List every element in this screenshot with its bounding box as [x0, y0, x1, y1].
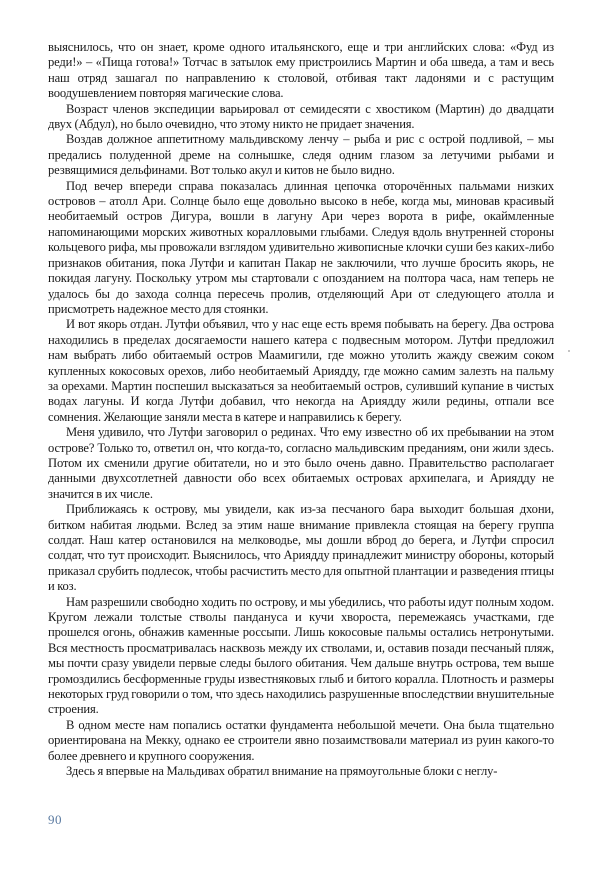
paragraph: Возраст членов экспедиции варьировал от семидесяти с хвостиком (Мартин) до двадцати двух (Абдул), но было очевидно, что этому никто не придает значения.: [48, 101, 554, 132]
paragraph: выяснилось, что он знает, кроме одного итальянского, еще и три английских слова: «Фуд из реди!» – «Пища готова!» Тотчас в затылок ему пристроились Мартин и оба шведа, а там и весь наш отряд зашагал по направлению к столовой, отбивая такт ладонями и с растущим воодушевлением повторяя магические слова.: [48, 40, 554, 101]
paragraph: И вот якорь отдан. Лутфи объявил, что у нас еще есть время побывать на берегу. Два острова находились в пределах досягаемости нашего катера с подвесным мотором. Лутфи предложил нам выбрать либо обитаемый остров Маамигили, где можно утолить жажду свежим соком купленных кокосовых орехов, либо необитаемый Ариядду, где можно самим залезть на пальму за орехами. Мартин поспешил высказаться за необитаемый остров, суливший купание в чистых водах лагуны. И когда Лутфи добавил, что некогда на Ариядду жили редины, отпали все сомнения. Желающие заняли места в катере и направились к берегу.: [48, 317, 554, 424]
scan-speck: [568, 350, 570, 352]
body-text: [48, 40, 554, 780]
paragraph: Приближаясь к острову, мы увидели, как из-за песчаного бара выходит большая дхони, битком набитая людьми. Вслед за этим наше внимание привлекла стоящая на берегу группа солдат. Наш катер остановился на мелководье, мы дошли вброд до берега, и Лутфи спросил солдат, что тут происходит. Выяснилось, что Ариядду принадлежит министру обороны, который приказал срубить подлесок, чтобы расчистить место для опытной плантации и разведения птицы и коз.: [48, 502, 554, 594]
paragraph: Здесь я впервые на Мальдивах обратил внимание на прямоугольные блоки с неглу-: [66, 764, 498, 779]
paragraph: Под вечер впереди справа показалась длинная цепочка оторочённых пальмами низких островов – атолл Ари. Солнце было еще довольно высоко в небе, когда мы, миновав красивый необитаемый остров Дигура, вошли в лагуну Ари через ворота в рифе, окаймленные напоминающими морских животных коралловыми глыбами. Следуя вдоль внутренней стороны кольцевого рифа, мы провожали взглядом удивительно живописные клочки суши без каких-либо признаков обитания, пока Лутфи и капитан Пакар не заключили, что лучше бросить якорь, не покидая лагуну. Поскольку утром мы стартовали с опозданием на полтора часа, нам теперь не удалось бы до захода солнца пересечь пролив, отделяющий Ари от следующего атолла и присмотреть надежное место для стоянки.: [48, 178, 554, 316]
page-number: 90: [48, 812, 62, 827]
paragraph: Меня удивило, что Лутфи заговорил о рединах. Что ему известно об их пребывании на этом острове? Только то, ответил он, что когда-то, согласно мальдивским преданиям, они жили здесь. Потом их сменили другие обитатели, но и это было очень давно. Правительство располагает данными двухсотлетней давности обо всех обитаемых островах архипелага, и Ариядду не значится в их числе.: [48, 425, 554, 501]
paragraph: Нам разрешили свободно ходить по острову, и мы убедились, что работы идут полным ходом. Кругом лежали толстые стволы пандануса и кучи хвороста, перемежаясь участками, где прошелся огонь, обнажив каменные россыпи. Лишь кокосовые пальмы остались нетронутыми. Вся местность просматривалась насквозь между их стволами, и, оставив позади песчаный пляж, мы почти сразу увидели первые следы былого обитания. Чем дальше внутрь острова, тем выше громоздились бесформенные груды известняковых глыб и битого коралла. Плотность и размеры некоторых груд говорили о том, что здесь находились разрушенные впоследствии внушительные строения.: [48, 594, 554, 717]
paragraph: В одном месте нам попались остатки фундамента небольшой мечети. Она была тщательно ориентирована на Мекку, однако ее строители явно позаимствовали материал из руин какого-то более древнего и крупного сооружения.: [48, 717, 554, 763]
paragraph: Воздав должное аппетитному мальдивскому ленчу – рыба и рис с острой подливой, – мы предались полуденной дреме на солнышке, следя одним глазом за летучими рыбами и резвящимися дельфинами. Вот только акул и китов не было видно.: [48, 132, 554, 178]
